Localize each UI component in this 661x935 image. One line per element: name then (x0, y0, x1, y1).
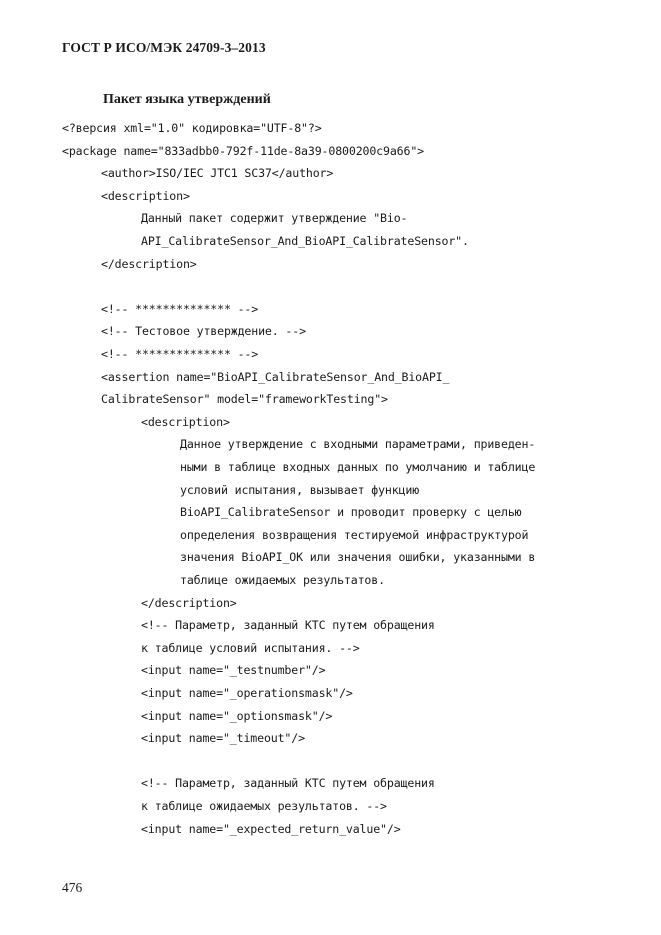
code-line: <input name="_testnumber"/> (141, 663, 326, 678)
code-line: API_CalibrateSensor_And_BioAPI_CalibrateSensor". (141, 234, 469, 248)
document-header: ГОСТ Р ИСО/МЭК 24709-3–2013 (62, 40, 266, 55)
code-line: <input name="_timeout"/> (141, 731, 305, 746)
code-line: <assertion name="BioAPI_CalibrateSensor_And_BioAPI_ (101, 369, 450, 384)
code-line: </description> (141, 595, 237, 610)
code-line: значения BioAPI_OK или значения ошибки, указанными в (180, 550, 536, 565)
code-line: <?версия xml="1.0" кодировка="UTF-8"?> (62, 121, 322, 135)
code-line: к таблице ожидаемых результатов. --> (141, 799, 387, 813)
section-title: Пакет языка утверждений (103, 92, 271, 107)
code-line: Данный пакет содержит утверждение "Bio- (141, 211, 408, 226)
code-line: к таблице условий испытания. --> (141, 640, 360, 655)
code-line: <!-- Параметр, заданный КТС путем обращения (141, 776, 435, 791)
code-line: </description> (101, 256, 197, 271)
code-line: <!-- ************** --> (101, 347, 259, 361)
code-line: таблице ожидаемых результатов. (180, 573, 385, 587)
code-line: <!-- Тестовое утверждение. --> (101, 324, 306, 339)
code-line: CalibrateSensor" model="frameworkTesting"> (101, 392, 388, 407)
code-line: определения возвращения тестируемой инфраструктурой (180, 527, 529, 542)
code-line: <description> (141, 414, 230, 429)
code-line: <input name="_expected_return_value"/> (141, 821, 401, 836)
code-line: <package name="833adbb0-792f-11de-8a39-0800200c9a66"> (62, 143, 424, 158)
code-line: Данное утверждение с входными параметрами, приведен- (180, 437, 536, 452)
code-line: условий испытания, вызывает функцию (180, 482, 420, 497)
code-line: <author>ISO/IEC JTC1 SC37</author> (101, 166, 334, 181)
code-line: ными в таблице входных данных по умолчанию и таблице (180, 460, 536, 474)
code-line: <!-- Параметр, заданный КТС путем обращения (141, 618, 435, 633)
page-number: 476 (62, 880, 83, 895)
code-line: <input name="_operationsmask"/> (141, 686, 353, 700)
code-line: BioAPI_CalibrateSensor и проводит проверку с целью (180, 505, 522, 520)
code-line: <input name="_optionsmask"/> (141, 708, 333, 723)
code-line: <description> (101, 188, 190, 203)
code-line: <!-- ************** --> (101, 301, 259, 316)
